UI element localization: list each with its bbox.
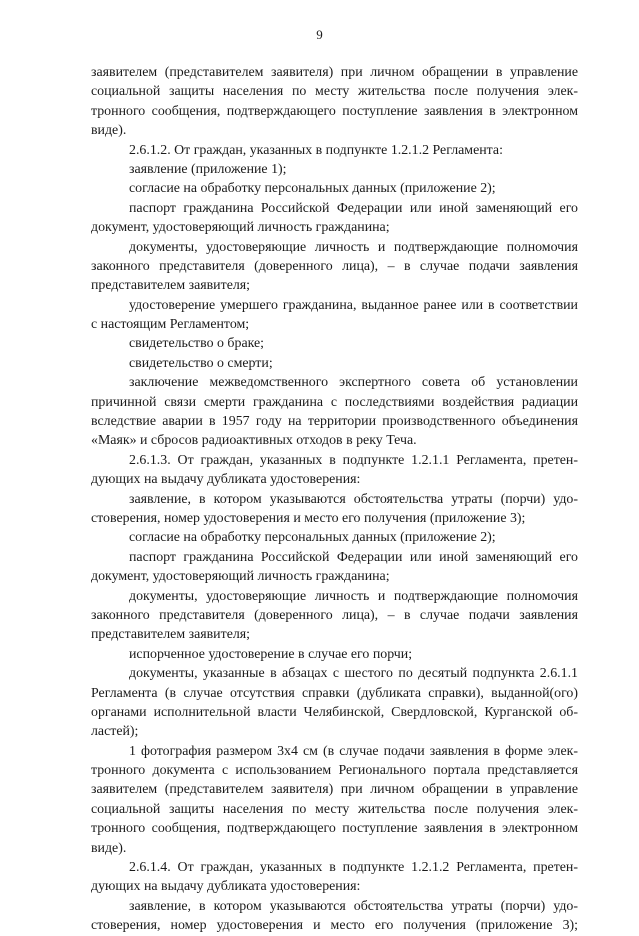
text-line: заявителем (представителем заявителя) при личном обращении в управление — [91, 65, 578, 80]
text-line: документы, удостоверяющие личность и подтверждающие полномочия — [129, 588, 578, 604]
text-line: заявление, в котором указываются обстоятельства утраты (порчи) удо- — [129, 898, 578, 914]
text-line: причинной связи смерти гражданина с последствиями воздействия радиации — [91, 394, 578, 410]
text-line: стоверения, номер удостоверения и место его получения (приложение 3); — [91, 510, 526, 526]
text-line: заявление (приложение 1); — [129, 161, 287, 177]
text-line: удостоверение умершего гражданина, выданное ранее или в соответствии — [129, 297, 578, 313]
text-line: заключение межведомственного экспертного совета об установлении — [129, 375, 578, 391]
text-line: документы, указанные в абзацах с шестого по десятый подпункта 2.6.1.1 — [129, 666, 578, 682]
text-line: социальной защиты населения по месту жительства после получения элек- — [91, 801, 578, 817]
text-line: свидетельство о смерти; — [129, 355, 273, 371]
text-line: виде). — [91, 123, 127, 139]
text-line: Регламента (в случае отсутствия справки (дубликата справки), выданной(ого) — [91, 685, 578, 701]
text-line: заявителем (представителем заявителя) при личном обращении в управление — [91, 782, 578, 798]
text-line: паспорт гражданина Российской Федерации или иной заменяющий его — [129, 200, 578, 216]
text-line: дующих на выдачу дубликата удостоверения: — [91, 472, 361, 488]
text-line: законного представителя (доверенного лица), – в случае подачи заявления — [91, 607, 578, 623]
text-line: виде). — [91, 840, 127, 856]
text-line: с настоящим Регламентом; — [91, 317, 250, 333]
text-line: «Маяк» и сбросов радиоактивных отходов в реку Теча. — [91, 433, 417, 449]
text-line: 2.6.1.4. От граждан, указанных в подпункте 1.2.1.2 Регламента, претен- — [129, 860, 578, 876]
text-line: вследствие аварии в 1957 году на территории производственного объединения — [91, 414, 578, 430]
text-line: согласие на обработку персональных данных (приложение 2); — [129, 181, 496, 197]
text-line: дующих на выдачу дубликата удостоверения: — [91, 879, 361, 895]
text-line: представителем заявителя; — [91, 627, 251, 643]
text-line: документ, удостоверяющий личность гражданина; — [91, 220, 390, 236]
text-line: 1 фотография размером 3х4 см (в случае подачи заявления в форме элек- — [129, 743, 578, 759]
page-number: 9 — [316, 27, 323, 42]
text-line: тронного сообщения, подтверждающего поступление заявления в электронном — [91, 103, 578, 119]
text-line: тронного сообщения, подтверждающего поступление заявления в электронном — [91, 821, 578, 837]
text-line: согласие на обработку персональных данных (приложение 2); — [129, 530, 496, 546]
text-line: стоверения, номер удостоверения и место его получения (приложение 3); — [91, 918, 578, 934]
text-line: ластей); — [91, 724, 139, 740]
text-line: тронного документа с использованием Регионального портала представляется — [91, 763, 578, 779]
document-body — [91, 63, 578, 936]
text-line: представителем заявителя; — [91, 278, 251, 294]
text-line: документы, удостоверяющие личность и подтверждающие полномочия — [129, 239, 578, 255]
text-line: паспорт гражданина Российской Федерации или иной заменяющий его — [129, 549, 578, 565]
text-line: испорченное удостоверение в случае его порчи; — [129, 646, 413, 662]
text-line: свидетельство о браке; — [129, 336, 265, 352]
text-line: органами исполнительной власти Челябинской, Свердловской, Курганской об- — [91, 704, 578, 720]
text-line: 2.6.1.3. От граждан, указанных в подпункте 1.2.1.1 Регламента, претен- — [129, 452, 578, 468]
text-line: заявление, в котором указываются обстоятельства утраты (порчи) удо- — [129, 491, 578, 507]
text-line: документ, удостоверяющий личность гражданина; — [91, 569, 390, 585]
text-line: законного представителя (доверенного лица), – в случае подачи заявления — [91, 258, 578, 274]
text-line: социальной защиты населения по месту жительства после получения элек- — [91, 84, 578, 100]
text-line: 2.6.1.2. От граждан, указанных в подпункте 1.2.1.2 Регламента: — [129, 142, 503, 158]
